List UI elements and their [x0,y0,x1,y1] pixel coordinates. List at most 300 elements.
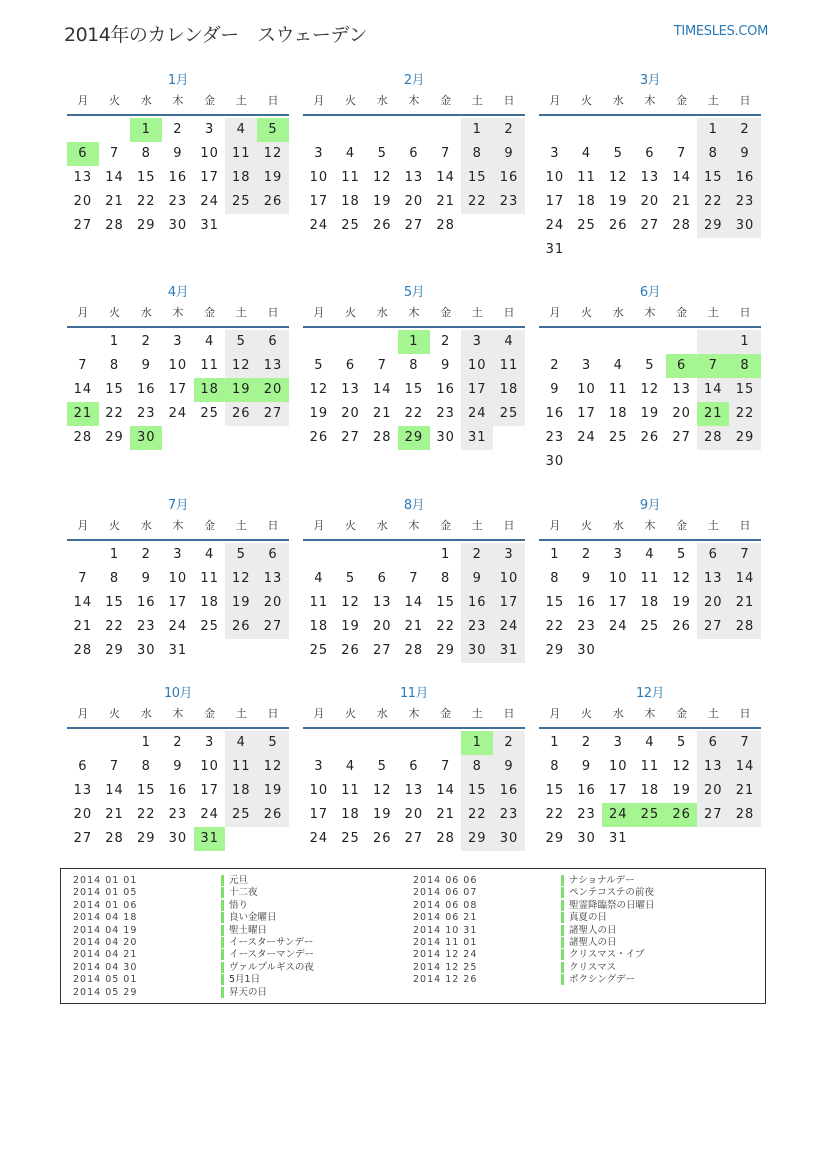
day-cell: 9 [581,571,592,586]
day-cell: 15 [105,595,124,610]
day-cell: 23 [729,190,761,214]
day-cell: 14 [372,382,392,397]
holiday-day-cell: 26 [666,803,698,827]
day-cell: 1 [109,547,120,562]
day-cell: 17 [608,595,628,610]
legend-date: 2014 04 30 [73,961,138,973]
day-cell: 29 [461,827,493,851]
month-block [539,284,761,474]
day-cell: 22 [545,619,565,634]
day-cell: 25 [341,218,360,233]
day-cell: 25 [200,619,219,634]
month-name: 2月 [403,73,425,88]
weekday-label: 土 [471,519,483,532]
day-cell: 5 [377,759,387,774]
day-cell: 1 [729,330,761,354]
day-cell: 12 [372,170,392,185]
empty-day-cell [398,118,430,142]
day-cell: 14 [672,170,691,185]
day-cell: 27 [341,430,360,445]
holiday-day-cell: 29 [398,426,430,450]
weekday-label: 水 [140,306,152,319]
weekday-header [539,90,761,116]
day-cell: 17 [608,783,628,798]
day-cell: 3 [493,543,525,567]
day-cell: 18 [577,194,596,209]
day-cell: 28 [73,643,93,658]
day-cell: 11 [577,170,596,185]
day-cell: 26 [225,615,257,639]
brand-link[interactable]: TIMESLES.COM [673,24,768,39]
day-cell: 17 [461,378,493,402]
day-cell: 24 [200,807,219,822]
legend-holiday-name: ナショナルデー [561,875,635,886]
empty-day-cell [666,118,698,142]
weekday-header [303,302,525,328]
day-cell: 23 [493,803,525,827]
day-cell: 16 [545,406,565,421]
holiday-day-cell: 1 [130,118,162,142]
day-cell: 1 [550,547,560,562]
holiday-day-cell: 31 [194,827,226,851]
day-cell: 13 [372,595,392,610]
weekday-label: 火 [345,94,357,107]
day-cell: 5 [377,146,387,161]
empty-day-cell [602,118,634,142]
weekday-label: 水 [612,519,624,532]
month-name: 10月 [163,686,193,701]
weekday-label: 火 [109,707,121,720]
month-block [539,497,761,663]
weekday-label: 日 [739,707,751,720]
day-cell: 20 [672,406,691,421]
day-cell: 8 [109,358,120,373]
day-cell: 13 [404,783,424,798]
day-cell: 19 [225,591,257,615]
day-cell: 4 [493,330,525,354]
day-cell: 11 [341,170,360,185]
day-grid [303,543,525,663]
day-cell: 23 [168,807,188,822]
day-cell: 9 [493,142,525,166]
day-cell: 16 [577,595,596,610]
holiday-day-cell: 30 [130,426,162,450]
day-cell: 4 [225,731,257,755]
day-cell: 2 [141,547,151,562]
day-cell: 27 [257,615,289,639]
weekday-label: 月 [77,306,89,319]
day-cell: 29 [105,643,124,658]
weekday-label: 木 [408,94,420,107]
day-cell: 7 [440,759,451,774]
holiday-day-cell: 19 [225,378,257,402]
day-grid [67,330,289,450]
day-cell: 19 [640,406,660,421]
empty-day-cell [571,330,603,354]
day-cell: 28 [105,218,124,233]
legend-holiday-name: 良い金曜日 [221,912,277,923]
legend-row [413,962,655,974]
legend-row [73,949,314,961]
weekday-label: 月 [549,94,561,107]
day-cell: 17 [577,406,596,421]
day-cell: 26 [309,430,329,445]
day-cell: 16 [729,166,761,190]
day-cell: 5 [676,735,687,750]
month-block [67,284,289,450]
day-cell: 12 [672,571,691,586]
day-cell: 30 [436,430,455,445]
weekday-label: 金 [676,707,688,720]
day-cell: 18 [640,595,660,610]
weekday-label: 火 [581,94,593,107]
day-cell: 10 [168,358,188,373]
day-cell: 30 [136,643,156,658]
holiday-day-cell: 6 [67,142,99,166]
weekday-label: 水 [376,94,388,107]
day-cell: 6 [257,330,289,354]
legend-date: 2014 10 31 [413,924,478,936]
day-cell: 18 [200,595,219,610]
day-cell: 12 [309,382,329,397]
day-cell: 28 [436,831,455,846]
day-cell: 16 [136,382,156,397]
day-cell: 7 [78,358,88,373]
day-cell: 19 [341,619,360,634]
day-cell: 27 [257,402,289,426]
day-cell: 17 [493,591,525,615]
day-cell: 23 [136,406,156,421]
legend-holiday-name: 5月1日 [221,974,260,985]
day-cell: 25 [341,831,360,846]
day-cell: 18 [640,783,660,798]
legend-row [73,962,314,974]
day-cell: 18 [493,378,525,402]
day-cell: 22 [404,406,424,421]
day-cell: 2 [493,118,525,142]
day-cell: 29 [545,643,565,658]
day-cell: 2 [729,118,761,142]
legend-date: 2014 11 01 [413,936,478,948]
day-cell: 22 [436,619,455,634]
day-cell: 13 [257,354,289,378]
weekday-label: 土 [235,94,247,107]
holiday-day-cell: 21 [67,402,99,426]
weekday-label: 火 [581,519,593,532]
weekday-label: 日 [739,519,751,532]
day-cell: 15 [461,779,493,803]
legend-holiday-name: 昇天の日 [221,987,267,998]
day-cell: 21 [105,807,124,822]
day-cell: 27 [640,218,660,233]
day-cell: 20 [372,619,392,634]
weekday-label: 火 [109,94,121,107]
empty-day-cell [303,118,335,142]
day-cell: 12 [608,170,628,185]
day-cell: 5 [314,358,324,373]
month-block [539,685,761,851]
day-cell: 18 [608,406,628,421]
day-cell: 2 [550,358,560,373]
day-cell: 12 [257,142,289,166]
legend-row [73,925,314,937]
weekday-label: 日 [503,306,515,319]
legend-date: 2014 06 21 [413,912,478,924]
weekday-label: 水 [140,94,152,107]
day-cell: 17 [309,194,329,209]
day-cell: 20 [257,591,289,615]
day-cell: 26 [257,190,289,214]
day-cell: 28 [672,218,691,233]
day-cell: 28 [729,615,761,639]
day-cell: 1 [550,735,560,750]
day-cell: 4 [204,334,215,349]
day-cell: 28 [404,643,424,658]
day-cell: 24 [309,831,329,846]
day-cell: 19 [672,783,691,798]
day-cell: 8 [141,759,151,774]
day-cell: 2 [141,334,151,349]
day-cell: 16 [577,783,596,798]
day-cell: 30 [168,831,188,846]
weekday-label: 月 [549,306,561,319]
day-cell: 5 [676,547,687,562]
day-cell: 13 [73,170,93,185]
day-cell: 22 [697,190,729,214]
legend-row [73,912,314,924]
legend-date: 2014 04 20 [73,936,138,948]
day-cell: 28 [729,803,761,827]
day-cell: 15 [729,378,761,402]
weekday-label: 土 [707,306,719,319]
day-cell: 7 [109,146,120,161]
weekday-label: 土 [471,707,483,720]
day-cell: 9 [461,567,493,591]
weekday-label: 日 [267,306,279,319]
month-name: 7月 [167,498,189,513]
day-cell: 16 [168,783,188,798]
day-cell: 20 [73,807,93,822]
empty-day-cell [571,118,603,142]
day-cell: 18 [309,619,329,634]
day-cell: 10 [200,146,219,161]
weekday-label: 土 [707,519,719,532]
month-block [303,284,525,450]
day-cell: 10 [545,170,565,185]
day-grid [303,731,525,851]
day-cell: 6 [697,731,729,755]
day-cell: 30 [577,831,596,846]
day-cell: 27 [697,615,729,639]
day-cell: 12 [225,354,257,378]
day-cell: 7 [109,759,120,774]
day-cell: 4 [613,358,623,373]
weekday-label: 木 [408,306,420,319]
day-cell: 18 [341,194,360,209]
day-cell: 21 [436,194,455,209]
day-cell: 2 [493,731,525,755]
day-cell: 1 [697,118,729,142]
day-cell: 21 [672,194,691,209]
day-cell: 17 [168,382,188,397]
weekday-label: 水 [612,94,624,107]
empty-day-cell [366,330,398,354]
day-cell: 26 [257,803,289,827]
day-cell: 12 [372,783,392,798]
day-cell: 4 [204,547,215,562]
weekday-label: 金 [440,306,452,319]
day-cell: 22 [105,619,124,634]
day-cell: 14 [697,378,729,402]
weekday-header [303,90,525,116]
empty-day-cell [697,330,729,354]
day-cell: 30 [729,214,761,238]
weekday-label: 土 [235,306,247,319]
day-cell: 23 [577,619,596,634]
day-cell: 31 [461,426,493,450]
month-name: 8月 [403,498,425,513]
day-cell: 27 [73,218,93,233]
day-cell: 8 [461,142,493,166]
month-block [67,497,289,663]
weekday-label: 月 [77,707,89,720]
legend-date: 2014 04 21 [73,949,138,961]
weekday-label: 火 [345,707,357,720]
day-cell: 9 [550,382,560,397]
day-cell: 10 [168,571,188,586]
day-cell: 25 [225,190,257,214]
day-cell: 26 [608,218,628,233]
day-cell: 19 [372,807,392,822]
day-cell: 11 [640,759,660,774]
weekday-label: 月 [313,519,325,532]
day-cell: 2 [581,547,592,562]
day-cell: 7 [440,146,451,161]
day-cell: 24 [545,218,565,233]
day-cell: 17 [309,807,329,822]
day-grid [67,118,289,238]
legend-row [413,912,655,924]
day-cell: 5 [225,543,257,567]
day-cell: 3 [613,735,623,750]
holiday-day-cell: 8 [729,354,761,378]
legend-holiday-name: ボクシングデー [561,974,635,985]
day-cell: 20 [73,194,93,209]
day-cell: 16 [493,166,525,190]
day-cell: 24 [309,218,329,233]
day-cell: 13 [697,567,729,591]
weekday-label: 木 [172,519,184,532]
holiday-day-cell: 1 [461,731,493,755]
month-name: 9月 [639,498,661,513]
holiday-day-cell: 18 [194,378,226,402]
day-cell: 14 [105,783,124,798]
legend-row [413,925,655,937]
day-cell: 24 [461,402,493,426]
day-cell: 3 [204,122,215,137]
day-cell: 25 [640,619,660,634]
empty-day-cell [303,330,335,354]
day-cell: 3 [173,547,183,562]
day-cell: 2 [173,122,183,137]
day-cell: 9 [440,358,451,373]
day-cell: 13 [257,567,289,591]
day-cell: 16 [436,382,455,397]
empty-day-cell [430,731,462,755]
empty-day-cell [398,543,430,567]
day-cell: 28 [436,218,455,233]
day-cell: 14 [436,783,455,798]
empty-day-cell [67,731,99,755]
page-title: 2014年のカレンダー スウェーデン [64,24,367,46]
weekday-header [539,302,761,328]
legend-row [73,887,314,899]
empty-day-cell [335,330,367,354]
weekday-label: 火 [581,707,593,720]
empty-day-cell [67,330,99,354]
day-cell: 27 [672,430,691,445]
day-cell: 31 [493,639,525,663]
month-name: 5月 [403,285,425,300]
day-cell: 21 [73,619,93,634]
day-cell: 4 [314,571,324,586]
day-cell: 21 [729,591,761,615]
day-cell: 16 [136,595,156,610]
weekday-header [539,515,761,541]
legend-row [413,900,655,912]
legend-column-left [73,875,314,999]
day-cell: 1 [141,735,151,750]
weekday-label: 土 [235,519,247,532]
day-cell: 16 [493,779,525,803]
empty-day-cell [303,543,335,567]
day-cell: 27 [372,643,392,658]
day-cell: 11 [309,595,329,610]
day-cell: 13 [73,783,93,798]
day-grid [539,330,761,474]
holiday-day-cell: 25 [634,803,666,827]
day-cell: 26 [341,643,360,658]
empty-day-cell [430,118,462,142]
day-cell: 3 [314,146,324,161]
weekday-header [303,703,525,729]
day-cell: 15 [136,170,156,185]
weekday-label: 土 [471,306,483,319]
day-cell: 15 [436,595,455,610]
legend-holiday-name: 真夏の日 [561,912,607,923]
day-cell: 10 [461,354,493,378]
weekday-header [67,703,289,729]
empty-day-cell [634,330,666,354]
legend-row [413,949,655,961]
day-cell: 8 [409,358,419,373]
day-cell: 6 [78,759,88,774]
legend-date: 2014 04 18 [73,912,138,924]
day-cell: 24 [168,619,188,634]
day-cell: 8 [550,571,560,586]
day-cell: 21 [436,807,455,822]
day-cell: 3 [461,330,493,354]
month-name: 1月 [167,73,189,88]
empty-day-cell [99,118,131,142]
legend-row [73,937,314,949]
day-cell: 23 [545,430,565,445]
day-cell: 12 [672,759,691,774]
day-cell: 18 [225,166,257,190]
day-cell: 12 [640,382,660,397]
day-cell: 11 [493,354,525,378]
day-cell: 6 [345,358,356,373]
